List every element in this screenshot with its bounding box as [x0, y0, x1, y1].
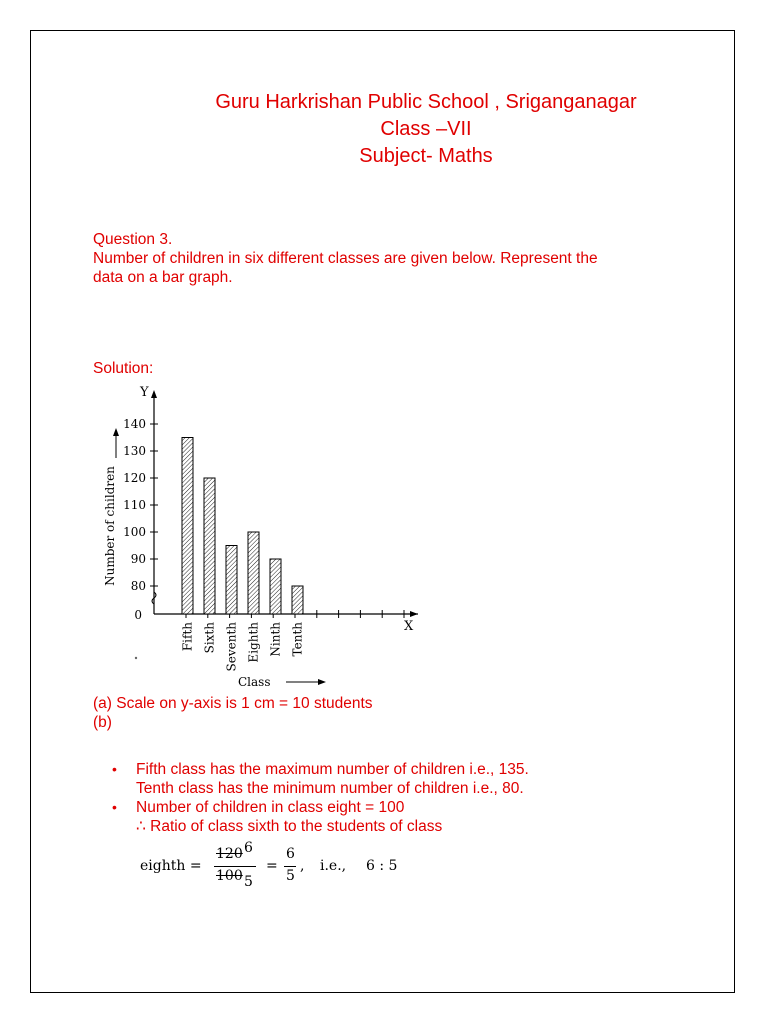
question-text-line1: Number of children in six different classes are given below. Represent the [93, 250, 598, 267]
formula-ie: i.e., [320, 858, 347, 874]
bullet-item [112, 760, 672, 798]
formula-denominator-reduced: 5 [244, 874, 253, 890]
y-axis-letter: Y [140, 385, 149, 400]
bar [226, 546, 237, 615]
x-tick-label: Tenth [290, 622, 305, 657]
bullet-1-line1: Fifth class has the maximum number of children i.e., 135. [136, 761, 529, 778]
x-label-arrow-icon [318, 679, 326, 685]
bullet-2-line2: ∴ Ratio of class sixth to the students of class [136, 818, 443, 835]
origin-label: 0 [134, 608, 142, 622]
class-title: Class –VII [380, 118, 472, 140]
formula-numerator-reduced: 6 [244, 840, 253, 856]
y-tick-label: 140 [123, 417, 146, 431]
bar [292, 586, 303, 614]
simple-fraction-num: 6 [286, 846, 295, 862]
y-tick-label: 120 [123, 471, 146, 485]
bullet-1-line2: Tenth class has the minimum number of children i.e., 80. [136, 780, 524, 797]
bullet-dot-icon: • [112, 799, 117, 815]
formula-comma: , [300, 858, 305, 874]
fraction-bar [284, 866, 296, 867]
y-tick-label: 100 [123, 525, 146, 539]
x-tick-label: Eighth [246, 622, 261, 663]
bar-chart-svg [96, 378, 436, 690]
y-axis-arrow-icon [151, 390, 157, 398]
y-label-arrow-icon [113, 428, 119, 436]
solution-label: Solution: [93, 360, 154, 377]
y-tick-label: 90 [130, 552, 146, 566]
bar [204, 478, 215, 614]
bar [270, 559, 281, 614]
bar-chart [96, 378, 436, 690]
question-text-line2: data on a bar graph. [93, 269, 233, 286]
y-axis-label: Number of children [103, 466, 117, 586]
answer-b: (b) [93, 714, 112, 731]
y-tick-label: 110 [123, 498, 146, 512]
x-tick-label: Fifth [180, 622, 195, 652]
bullet-item [112, 798, 672, 836]
formula-eq: = [266, 858, 278, 874]
x-axis-arrow-icon [410, 611, 418, 617]
bullet-dot-icon: • [112, 761, 117, 777]
school-title: Guru Harkrishan Public School , Sriganganagar [215, 91, 637, 113]
fraction-bar [214, 866, 256, 867]
subject-title: Subject- Maths [359, 145, 493, 167]
bar [182, 438, 193, 615]
bullet-2-line1: Number of children in class eight = 100 [136, 799, 405, 816]
x-axis-label: Class [238, 675, 271, 689]
y-tick-label: 130 [123, 444, 146, 458]
bar [248, 532, 259, 614]
formula-numerator: 120 [216, 846, 243, 862]
x-axis-letter: X [404, 619, 414, 634]
ratio-formula [140, 840, 440, 890]
formula-ratio: 6 : 5 [366, 858, 398, 874]
question-number: Question 3. [93, 231, 173, 248]
y-tick-label: 80 [130, 579, 146, 593]
simple-fraction-den: 5 [286, 868, 295, 884]
scan-dot [135, 657, 137, 659]
x-tick-label: Seventh [224, 622, 239, 672]
x-tick-label: Sixth [202, 622, 217, 654]
x-tick-label: Ninth [268, 622, 283, 657]
formula-denominator: 100 [216, 868, 243, 884]
formula-lhs: eighth = [140, 858, 202, 874]
bullet-list [112, 760, 672, 836]
answer-a: (a) Scale on y-axis is 1 cm = 10 students [93, 695, 373, 712]
